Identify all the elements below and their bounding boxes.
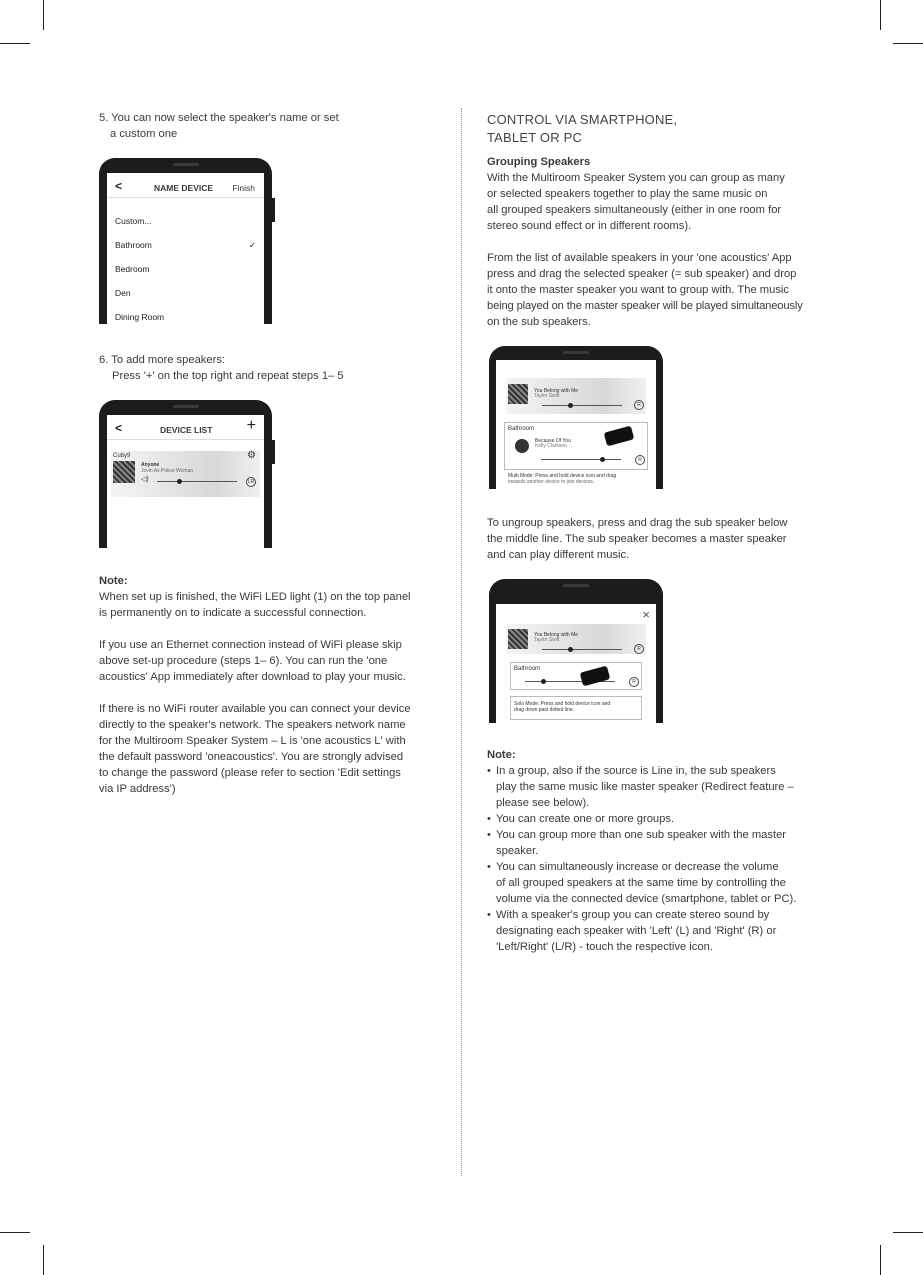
song-title: You Belong with Me — [534, 632, 579, 638]
bullet-line: • In a group, also if the source is Line in, the sub speakers — [496, 765, 776, 777]
bullet-item — [487, 811, 832, 827]
phone-device-list — [99, 400, 272, 548]
body-line: or selected speakers together to play the same music on — [487, 188, 768, 200]
bullet-line: volume via the connected device (smartphone, tablet or PC). — [496, 893, 797, 905]
grouping-screen — [496, 360, 656, 489]
note-line: the default password 'oneacoustics'. You are strongly advised — [99, 751, 404, 763]
bullet-line: • You can create one or more groups. — [496, 813, 675, 825]
right-intro — [487, 111, 832, 330]
sub-speaker-card[interactable] — [504, 422, 648, 470]
note-line: via IP address') — [99, 783, 176, 795]
album-art — [113, 461, 135, 483]
volume-slider[interactable] — [157, 481, 237, 482]
crop-mark — [43, 1245, 44, 1275]
body-line: all grouped speakers simultaneously (either in one room for — [487, 204, 782, 216]
lr-icon[interactable]: LR — [247, 479, 255, 485]
phone-speaker-grille — [173, 163, 199, 166]
volume-slider[interactable] — [542, 649, 622, 650]
volume-knob[interactable] — [600, 457, 605, 462]
song-title: Because Of You — [535, 438, 571, 444]
bullet-line: of all grouped speakers at the same time by controlling the — [496, 877, 786, 889]
note-line: If there is no WiFi router available you can connect your device — [99, 703, 411, 715]
phone-speaker-grille — [563, 351, 589, 354]
body-line: the middle line. The sub speaker becomes a master speaker — [487, 533, 787, 545]
ungroup-screen — [496, 604, 656, 723]
drag-hand-icon — [604, 426, 635, 447]
step-5-text — [99, 110, 439, 142]
name-device-screen — [107, 173, 264, 324]
bullet-line: play the same music like master speaker (Redirect feature – — [496, 781, 794, 793]
phone-ungroup — [489, 579, 663, 723]
add-icon[interactable]: + — [246, 417, 256, 434]
crop-mark — [43, 0, 44, 30]
song-artist: Jovin As Police Woman — [141, 468, 194, 474]
master-speaker-card[interactable] — [506, 378, 646, 414]
stereo-icon[interactable]: R — [629, 677, 639, 687]
note-line: If you use an Ethernet connection instead of WiFi please skip — [99, 639, 402, 651]
sub-speaker-card[interactable] — [510, 662, 642, 690]
body-line: stereo sound effect or in different rooms). — [487, 220, 692, 232]
step-6-line: 6. To add more speakers: — [99, 354, 226, 366]
note-line: is permanently on to indicate a successful connection. — [99, 607, 367, 619]
name-option-bedroom[interactable]: Bedroom — [115, 264, 150, 274]
crop-mark — [893, 1232, 923, 1233]
back-icon[interactable]: < — [115, 421, 123, 435]
body-line: From the list of available speakers in your 'one acoustics' App — [487, 252, 792, 264]
bullet-item — [487, 763, 832, 811]
crop-mark — [0, 1232, 30, 1233]
body-line: being played on the master speaker will be played simultaneously — [487, 300, 803, 312]
name-option-bathroom[interactable] — [115, 237, 256, 253]
section-heading: TABLET OR PC — [487, 130, 583, 145]
volume-knob[interactable] — [568, 403, 573, 408]
note-line: for the Multiroom Speaker System – L is 'one acoustics L' with — [99, 735, 406, 747]
volume-slider[interactable] — [541, 459, 621, 460]
close-icon[interactable]: × — [642, 607, 650, 622]
crop-mark — [880, 1245, 881, 1275]
note-line: When set up is finished, the WiFi LED light (1) on the top panel — [99, 591, 411, 603]
song-artist: Taylor Swift — [534, 637, 560, 643]
note-title: Note: — [487, 749, 516, 761]
volume-icon[interactable]: ◁) — [141, 476, 149, 483]
finish-button[interactable]: Finish — [232, 183, 255, 193]
left-note — [99, 573, 444, 797]
master-speaker-card[interactable] — [506, 624, 646, 654]
phone-speaker-grille — [173, 405, 199, 408]
phone-grouping — [489, 346, 663, 489]
step-6-line: Press '+' on the top right and repeat steps 1– 5 — [112, 370, 344, 382]
body-line: With the Multiroom Speaker System you can group as many — [487, 172, 785, 184]
note-line: to change the password (please refer to section 'Edit settings — [99, 767, 401, 779]
device-name: Cuby9 — [113, 453, 131, 459]
mode-hint: towards another device to join devices. — [508, 479, 595, 485]
crop-mark — [880, 0, 881, 30]
device-list-title: DEVICE LIST — [160, 425, 213, 435]
device-list-header — [107, 415, 264, 440]
bullet-line: • You can group more than one sub speaker with the master — [496, 829, 787, 841]
volume-slider[interactable] — [542, 405, 622, 406]
avatar — [515, 439, 529, 453]
song-artist: Taylor Swift — [534, 393, 560, 399]
mode-hint: Multi Mode: Press and hold device icon and drag — [508, 473, 617, 479]
ungroup-text — [487, 515, 832, 563]
gear-icon[interactable]: ⚙ — [247, 450, 256, 461]
section-heading: CONTROL VIA SMARTPHONE, — [487, 112, 678, 127]
stereo-icon[interactable]: R — [635, 455, 645, 465]
phone-speaker-grille — [563, 584, 589, 587]
song-title: Anyone — [141, 462, 160, 468]
volume-knob[interactable] — [177, 479, 182, 484]
name-option-den[interactable]: Den — [115, 288, 131, 298]
note-line: directly to the speaker's network. The speakers network name — [99, 719, 406, 731]
album-art — [508, 629, 528, 649]
volume-knob[interactable] — [541, 679, 546, 684]
back-icon[interactable]: < — [115, 179, 123, 193]
column-divider — [461, 108, 462, 1176]
bullet-line: 'Left/Right' (L/R) - touch the respective icon. — [496, 941, 713, 953]
mode-hint: Solo Mode: Press and hold device icon and — [514, 701, 611, 707]
song-title: You Belong with Me — [534, 388, 579, 394]
body-line: it onto the master speaker you want to group with. The music — [487, 284, 790, 296]
name-option-label: Bathroom — [115, 240, 152, 250]
step-6-text — [99, 352, 439, 384]
song-artist: Kelly Clarkson — [535, 443, 567, 449]
bullet-line: designating each speaker with 'Left' (L) and 'Right' (R) or — [496, 925, 777, 937]
bullet-item — [487, 907, 832, 955]
phone-name-device — [99, 158, 272, 324]
phone-side-button — [272, 198, 275, 222]
body-line: To ungroup speakers, press and drag the sub speaker below — [487, 517, 788, 529]
note-line: above set-up procedure (steps 1– 6). You can run the 'one — [99, 655, 388, 667]
note-bullets — [487, 763, 832, 955]
name-device-title: NAME DEVICE — [154, 183, 214, 193]
name-device-header — [107, 173, 264, 198]
note-title: Note: — [99, 575, 128, 587]
subheading: Grouping Speakers — [487, 156, 591, 168]
stereo-icon[interactable]: R — [634, 644, 644, 654]
bullet-line: speaker. — [496, 845, 539, 857]
stereo-icon[interactable]: R — [634, 400, 644, 410]
solo-mode-box — [510, 696, 642, 720]
crop-mark — [893, 43, 923, 44]
mode-hint: drag down past dotted line. — [514, 707, 575, 713]
name-option-custom[interactable]: Custom... — [115, 216, 152, 226]
check-icon: ✓ — [248, 240, 256, 250]
bullet-item — [487, 859, 832, 907]
volume-knob[interactable] — [568, 647, 573, 652]
room-name: Bathroom — [514, 666, 541, 672]
name-option-dining-room[interactable]: Dining Room — [115, 312, 165, 322]
album-art — [508, 384, 528, 404]
body-line: on the sub speakers. — [487, 316, 591, 328]
body-line: press and drag the selected speaker (= sub speaker) and drop — [487, 268, 797, 280]
body-line: and can play different music. — [487, 549, 630, 561]
note-line: acoustics' App immediately after download to play your music. — [99, 671, 406, 683]
phone-side-button — [272, 440, 275, 464]
bullet-item — [487, 827, 832, 859]
device-list-screen — [107, 415, 264, 548]
device-card[interactable] — [111, 451, 260, 497]
room-name: Bathroom — [508, 426, 535, 432]
bullet-line: • You can simultaneously increase or decrease the volume — [496, 861, 779, 873]
bullet-line: please see below). — [496, 797, 590, 809]
right-note — [487, 747, 832, 955]
crop-mark — [0, 43, 30, 44]
step-5-line: 5. You can now select the speaker's name or set — [99, 112, 339, 124]
drag-hand-icon — [580, 666, 611, 687]
bullet-line: • With a speaker's group you can create stereo sound by — [496, 909, 770, 921]
step-5-line: a custom one — [110, 128, 178, 140]
